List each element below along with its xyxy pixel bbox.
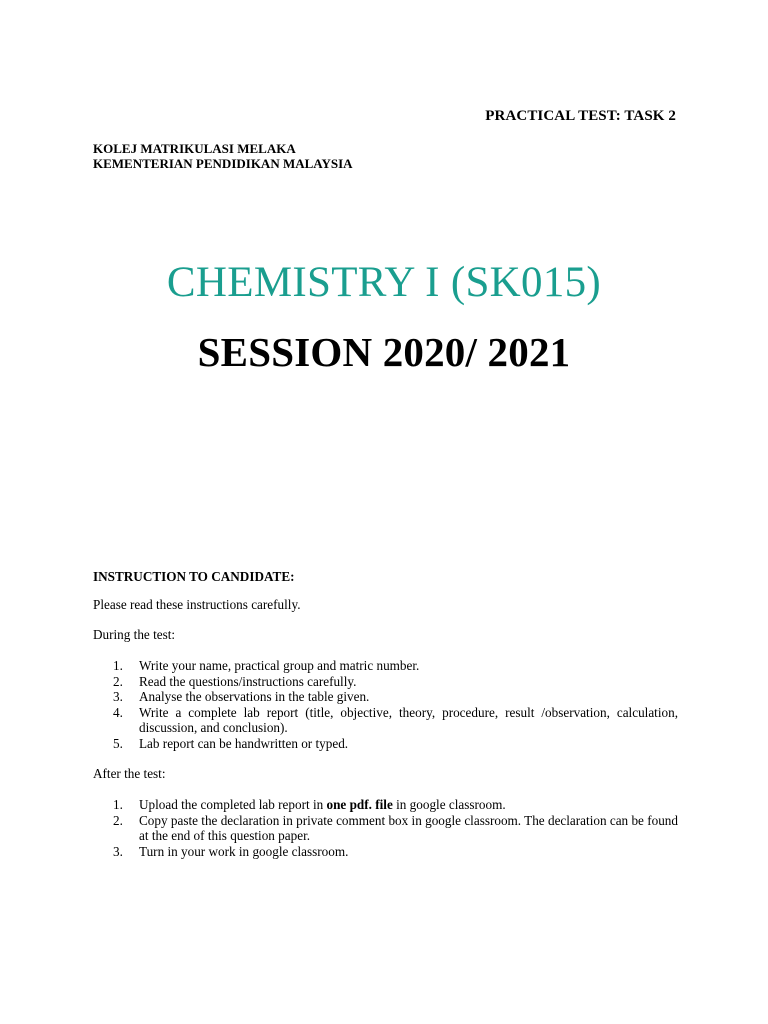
- during-test-list: [93, 658, 678, 751]
- instruction-heading: INSTRUCTION TO CANDIDATE:: [93, 569, 295, 584]
- list-number: 2.: [113, 673, 123, 689]
- list-item: [93, 705, 678, 736]
- list-item: [93, 658, 678, 674]
- institution-name: KOLEJ MATRIKULASI MELAKA: [93, 141, 296, 156]
- list-item: [93, 736, 678, 752]
- after-test-list: [93, 797, 678, 859]
- institution-block: [93, 141, 353, 171]
- emphasis-text: one pdf. file: [326, 797, 393, 812]
- list-text: in google classroom.: [392, 797, 506, 812]
- list-item: [93, 689, 678, 705]
- practical-test-label: PRACTICAL TEST: TASK 2: [485, 108, 676, 124]
- course-title: CHEMISTRY I (SK015): [166, 259, 602, 306]
- list-text: Write a complete lab report (title, objective, theory, procedure, result /observation, calculation, discussion, and conclusion).: [139, 704, 678, 735]
- list-item: [93, 844, 678, 860]
- session-title: SESSION 2020/ 2021: [197, 329, 571, 375]
- list-number: 5.: [113, 735, 123, 751]
- list-text: Analyse the observations in the table given.: [139, 689, 370, 704]
- list-number: 1.: [113, 658, 123, 673]
- list-item: [93, 813, 678, 844]
- list-number: 2.: [113, 812, 123, 828]
- list-text: Write your name, practical group and matric number.: [139, 658, 420, 673]
- list-number: 4.: [113, 704, 123, 720]
- instruction-intro: Please read these instructions carefully.: [93, 597, 301, 612]
- list-number: 1.: [113, 797, 123, 812]
- during-test-label: During the test:: [93, 627, 176, 642]
- list-text: Upload the completed lab report in: [139, 797, 327, 812]
- ministry-name: KEMENTERIAN PENDIDIKAN MALAYSIA: [93, 156, 353, 171]
- list-number: 3.: [113, 689, 123, 704]
- list-number: 3.: [113, 843, 123, 859]
- list-text: Read the questions/instructions carefully.: [139, 673, 357, 689]
- list-text: Copy paste the declaration in private comment box in google classroom. The declaration can be found at the end of this question paper.: [139, 812, 678, 843]
- list-item: [93, 674, 678, 690]
- list-text: Lab report can be handwritten or typed.: [139, 735, 349, 751]
- list-text: Turn in your work in google classroom.: [139, 843, 349, 859]
- list-item: [93, 797, 678, 813]
- after-test-label: After the test:: [93, 766, 166, 781]
